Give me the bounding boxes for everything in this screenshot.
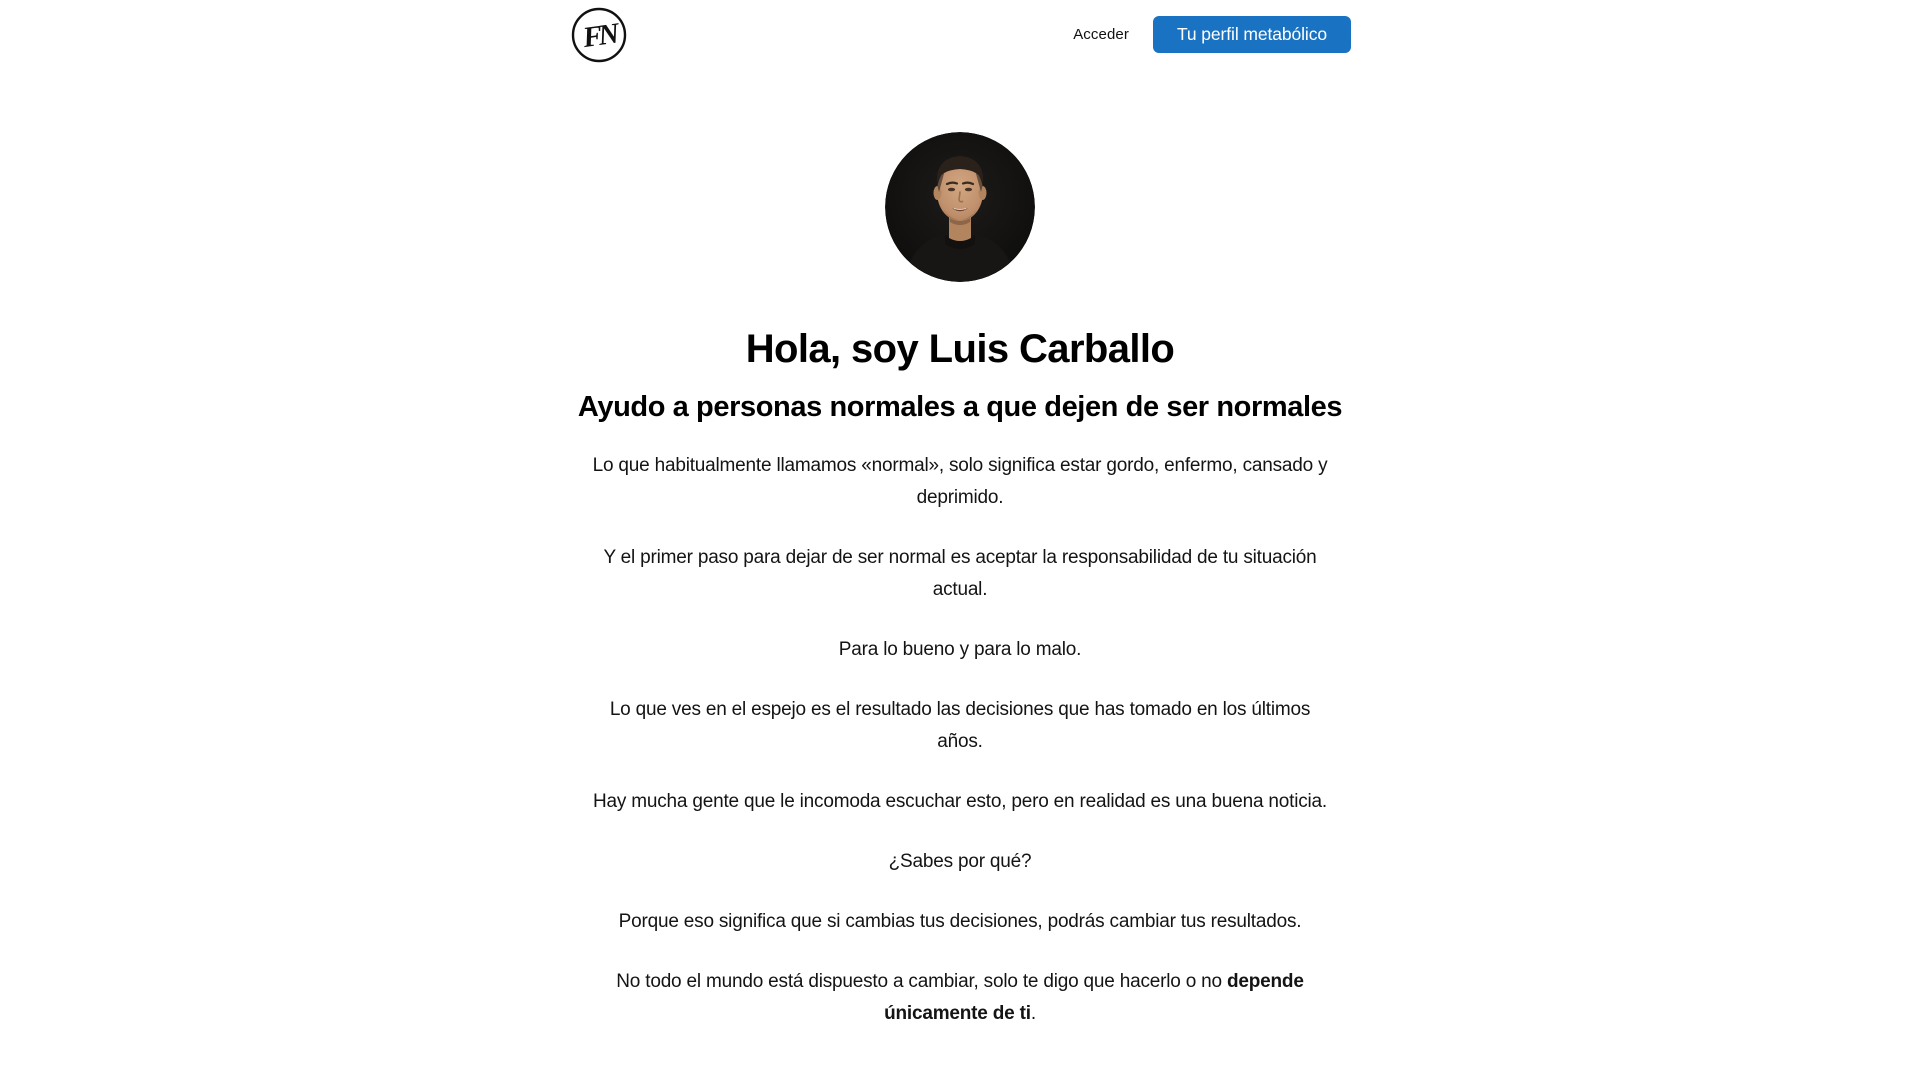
hero-section (0, 132, 1920, 1030)
page-subtitle: Ayudo a personas normales a que dejen de ser normales (577, 391, 1343, 423)
hero-paragraph: Para lo bueno y para lo malo. (838, 639, 1082, 660)
site-logo[interactable] (569, 4, 629, 64)
intro-text (589, 450, 1331, 1030)
page-title: Hola, soy Luis Carballo (745, 327, 1175, 371)
metabolic-profile-button[interactable]: Tu perfil metabólico (1153, 16, 1351, 53)
login-link[interactable]: Acceder (1073, 25, 1129, 43)
final-paragraph-prefix: No todo el mundo está dispuesto a cambiar, solo te digo que hacerlo o no (616, 971, 1227, 992)
hero-paragraph-final (589, 966, 1331, 1030)
fn-monogram-icon (569, 4, 629, 64)
portrait-image (885, 132, 1035, 282)
hero-paragraph: Hay mucha gente que le incomoda escuchar esto, pero en realidad es una buena noticia. (593, 791, 1327, 812)
hero-paragraph: Porque eso significa que si cambias tus decisiones, podrás cambiar tus resultados. (618, 911, 1302, 932)
hero-paragraph: Lo que habitualmente llamamos «normal», solo significa estar gordo, enfermo, cansado y deprimido. (592, 455, 1328, 508)
hero-paragraph: Y el primer paso para dejar de ser normal es aceptar la responsabilidad de tu situación actual. (603, 547, 1317, 600)
header-container (569, 0, 1351, 68)
hero-paragraph: ¿Sabes por qué? (888, 851, 1032, 872)
hero-paragraph: Lo que ves en el espejo es el resultado las decisiones que has tomado en los últimos años. (609, 699, 1311, 752)
svg-text:FN: FN (580, 17, 618, 55)
header-nav (1073, 16, 1351, 53)
site-header (0, 0, 1920, 68)
final-paragraph-suffix: . (1030, 1003, 1036, 1024)
final-paragraph-bold: depende únicamente de ti (884, 971, 1304, 1024)
profile-photo (885, 132, 1035, 282)
